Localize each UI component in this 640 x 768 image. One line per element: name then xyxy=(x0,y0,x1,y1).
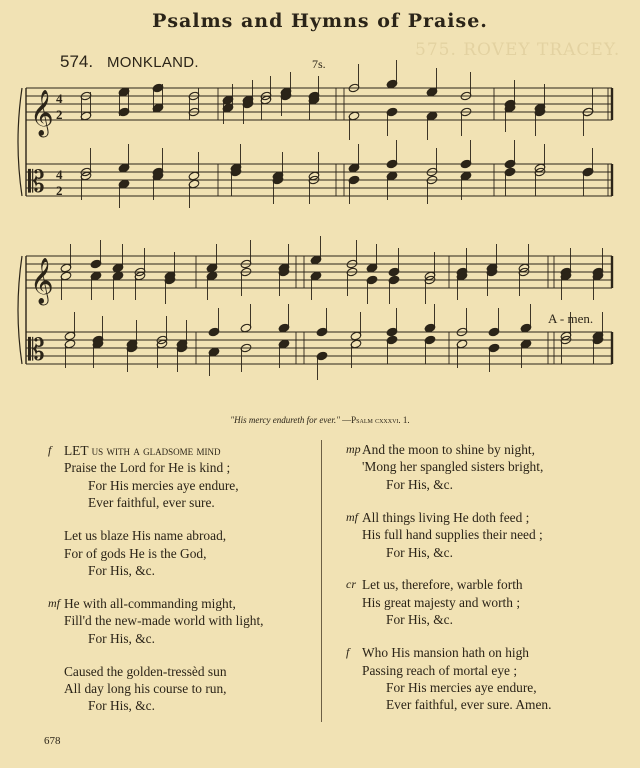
treble-clef-icon: 𝄞 xyxy=(30,90,54,136)
amen-label: A - men. xyxy=(548,311,594,326)
time-signature-bottom: 2 xyxy=(56,183,63,198)
time-signature-top: 4 xyxy=(56,91,63,106)
stanza xyxy=(348,509,618,561)
verse-line: For His, &c. xyxy=(386,612,453,628)
stanza xyxy=(50,442,315,512)
system-brace xyxy=(18,256,22,364)
dynamic-mark: mf xyxy=(346,509,358,524)
time-signature-top: 4 xyxy=(56,167,63,182)
time-signature-bottom: 2 xyxy=(56,107,63,122)
verses-right-column xyxy=(348,441,618,729)
verse-line: For His, &c. xyxy=(386,476,453,492)
column-divider xyxy=(321,440,322,722)
page-header-title: Psalms and Hymns of Praise. xyxy=(152,10,488,32)
epigraph xyxy=(0,415,640,425)
system-brace xyxy=(18,88,22,196)
verse-line: Let us blaze His name abroad, xyxy=(64,528,227,544)
dynamic-mark: cr xyxy=(346,577,356,592)
verse-line: All things living He doth feed ; xyxy=(362,509,530,525)
verse-line: Let us, therefore, warble forth xyxy=(362,577,523,593)
verse-line: Ever faithful, ever sure. Amen. xyxy=(386,697,552,713)
verse-line: For His, &c. xyxy=(88,698,155,714)
verse-line: Who His mansion hath on high xyxy=(362,645,529,661)
stanza xyxy=(50,663,315,715)
verse-line: His full hand supplies their need ; xyxy=(362,527,543,543)
dynamic-mark: f xyxy=(48,443,52,457)
page-number: 678 xyxy=(44,735,61,747)
stanza xyxy=(348,644,618,714)
hymn-meter: 7s. xyxy=(312,57,326,71)
epigraph-source: —Psalm cxxxvi. 1. xyxy=(342,415,410,425)
verse-line: For His, &c. xyxy=(88,562,155,578)
dynamic-mark: mp xyxy=(346,442,361,456)
verse-line: LET us with a gladsome mind xyxy=(64,443,221,458)
hymn-number: 574. xyxy=(60,52,94,71)
verse-line: For His, &c. xyxy=(88,630,155,646)
verse-line: And the moon to shine by night, xyxy=(362,442,535,457)
tune-name: MONKLAND. xyxy=(107,54,199,71)
bleed-through-text: 575. ROVEY TRACEY. xyxy=(415,40,621,60)
stanza xyxy=(348,441,618,493)
verse-line: Praise the Lord for He is kind ; xyxy=(64,460,231,476)
verse-line: All day long his course to run, xyxy=(64,680,227,696)
epigraph-quote: "His mercy endureth for ever." xyxy=(230,415,340,425)
treble-clef-icon: 𝄞 xyxy=(30,258,54,304)
stanza xyxy=(50,595,315,647)
verse-line: His great majesty and worth ; xyxy=(362,594,521,610)
verse-line: For His, &c. xyxy=(386,544,453,560)
stanza xyxy=(348,576,618,628)
verse-line: He with all-commanding might, xyxy=(64,595,236,611)
verse-line: Passing reach of mortal eye ; xyxy=(362,662,518,678)
c-clef-icon: 𝄡 xyxy=(28,165,45,200)
verse-line: Ever faithful, ever sure. xyxy=(88,495,215,511)
verse-line: Fill'd the new-made world with light, xyxy=(64,613,264,629)
verse-line: For His mercies aye endure, xyxy=(88,477,239,493)
verse-line: For of gods He is the God, xyxy=(64,545,207,561)
dynamic-mark: mf xyxy=(48,595,60,610)
verse-line: 'Mong her spangled sisters bright, xyxy=(362,459,544,475)
c-clef-icon: 𝄡 xyxy=(28,333,45,368)
verses-left-column xyxy=(50,442,315,730)
dynamic-mark: f xyxy=(346,645,350,660)
stanza xyxy=(50,527,315,579)
verse-line: For His mercies aye endure, xyxy=(386,679,537,695)
verse-line: Caused the golden-tressèd sun xyxy=(64,663,227,679)
